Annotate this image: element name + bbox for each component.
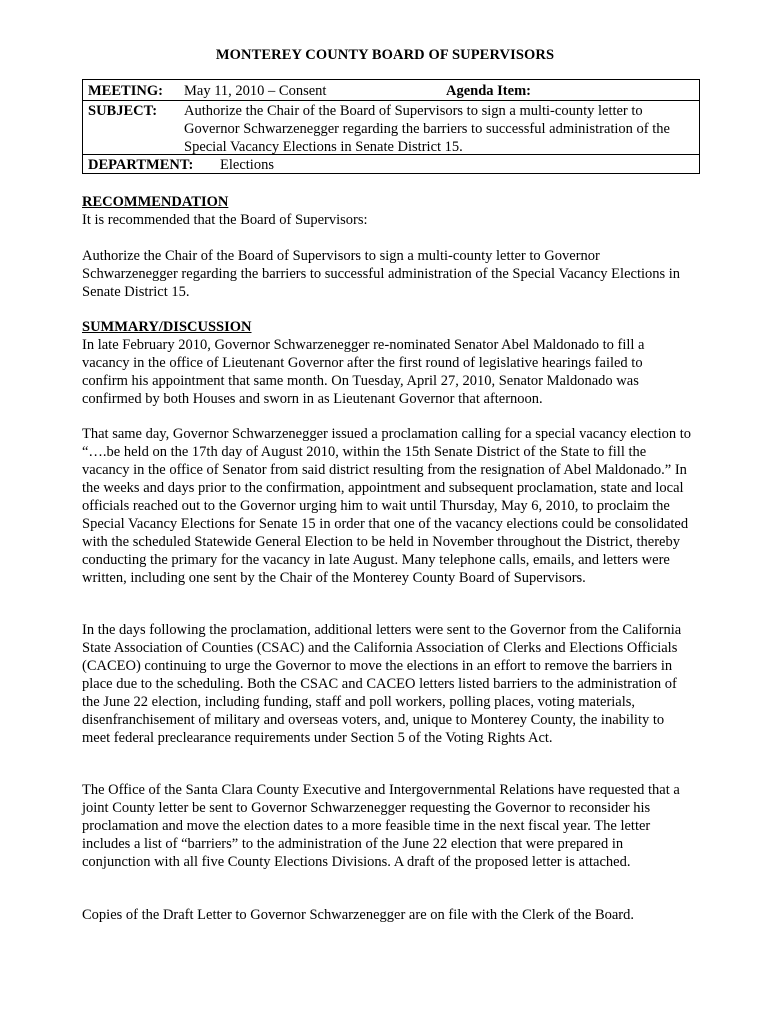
- recommendation-heading: RECOMMENDATION: [82, 194, 229, 210]
- subject-row: [83, 100, 699, 155]
- summary-paragraph-5: Copies of the Draft Letter to Governor Schwarzenegger are on file with the Clerk of the Board.: [82, 907, 635, 923]
- department-label: DEPARTMENT:: [88, 157, 194, 173]
- agenda-item-label: Agenda Item:: [446, 83, 531, 99]
- summary-paragraph-2-block: [82, 425, 692, 587]
- summary-paragraph-2: That same day, Governor Schwarzenegger issued a proclamation calling for a special vacancy election to “….be held on the 17th day of August 2010, within the 15th Senate District of the State to fill the vacancy in the office of Senator from said district resulting from the resignation of Abel Maldonado.” In the weeks and days prior to the confirmation, appointment and subsequent proclamation, state and local officials reached out to the Governor urging him to wait until Thursday, May 6, 2010, to proclaim the Special Vacancy Elections for Senate 15 in order that one of the vacancy elections could be consolidated with the scheduled Statewide General Election to be held in November throughout the District, thereby conducting the primary for the vacancy in late August. Many telephone calls, emails, and letters were written, including one sent by the Chair of the Monterey County Board of Supervisors.: [82, 426, 692, 586]
- meeting-value: May 11, 2010 – Consent: [184, 83, 327, 99]
- department-value: Elections: [220, 157, 274, 173]
- summary-paragraph-3-block: [82, 621, 692, 747]
- recommendation-intro: It is recommended that the Board of Supervisors:: [82, 212, 368, 228]
- meeting-label: MEETING:: [88, 83, 163, 99]
- subject-value: Authorize the Chair of the Board of Supervisors to sign a multi-county letter to Governor Schwarzenegger regarding the barriers to successful administration of the Special Vacancy Elections in Senate District 15.: [184, 103, 670, 155]
- summary-paragraph-5-block: [82, 906, 692, 924]
- summary-paragraph-4-block: [82, 781, 692, 871]
- recommendation-text-block: [82, 247, 692, 301]
- summary-heading: SUMMARY/DISCUSSION: [82, 319, 252, 335]
- subject-label: SUBJECT:: [88, 103, 158, 119]
- summary-paragraph-1: In late February 2010, Governor Schwarzenegger re-nominated Senator Abel Maldonado to fill a vacancy in the office of Lieutenant Governor after the first round of legislative hearings failed to confirm his appointment that same month. On Tuesday, April 27, 2010, Senator Maldonado was confirmed by both Houses and sworn in as Lieutenant Governor that afternoon.: [82, 337, 645, 407]
- document-title: MONTEREY COUNTY BOARD OF SUPERVISORS: [215, 47, 555, 63]
- summary-paragraph-3: In the days following the proclamation, additional letters were sent to the Governor from the California State Association of Counties (CSAC) and the California Association of Clerks and Elections Officials (CACEO) continuing to urge the Governor to move the elections in an effort to remove the barriers in place due to the scheduling. Both the CSAC and CACEO letters listed barriers to the administration of the June 22 election, including funding, staff and poll workers, polling places, voting materials, disenfranchisement of military and overseas voters, and, unique to Monterey County, the inability to meet federal preclearance requirements under Section 5 of the Voting Rights Act.: [82, 622, 682, 746]
- summary-paragraph-4: The Office of the Santa Clara County Executive and Intergovernmental Relations have requested that a joint County letter be sent to Governor Schwarzenegger requesting the Governor to reconsider his proclamation and move the election dates to a more feasible time in the next fiscal year. The letter includes a list of “barriers” to the administration of the June 22 election that were prepared in conjunction with all five County Elections Divisions. A draft of the proposed letter is attached.: [82, 782, 680, 870]
- recommendation-text: Authorize the Chair of the Board of Supervisors to sign a multi-county letter to Governor Schwarzenegger regarding the barriers to successful administration of the Special Vacancy Elections in Senate District 15.: [82, 248, 681, 300]
- recommendation-section: [82, 193, 692, 229]
- summary-section: [82, 318, 692, 408]
- agenda-header-table: [82, 79, 700, 174]
